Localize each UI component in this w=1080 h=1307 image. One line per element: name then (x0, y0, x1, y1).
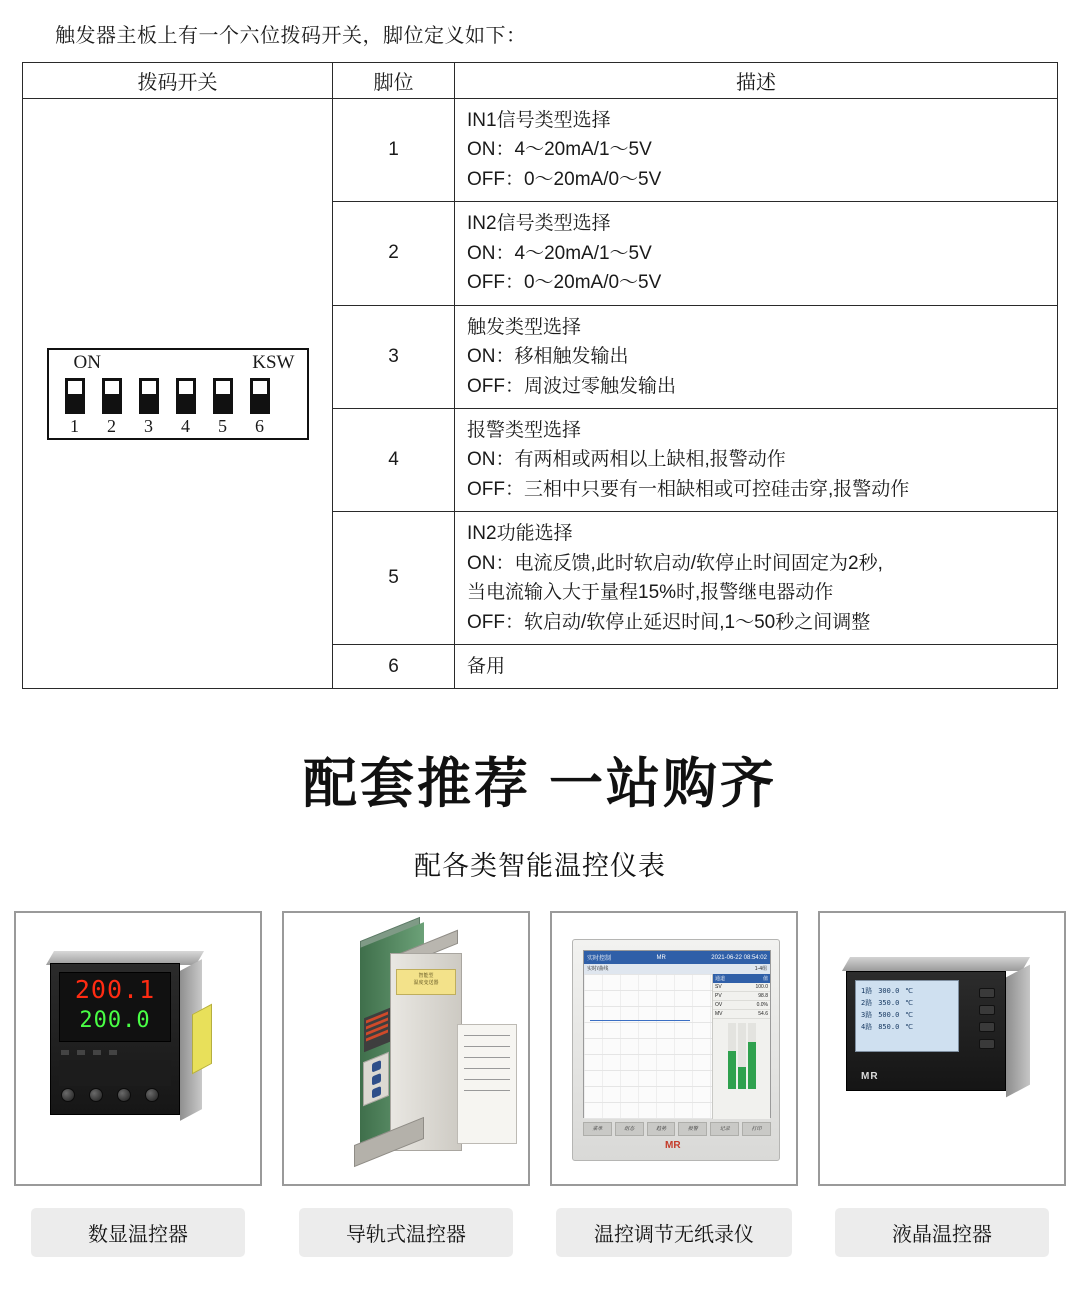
pin-number: 3 (333, 305, 455, 408)
device-button (979, 1005, 995, 1015)
lcd-row (861, 1021, 953, 1033)
product-image-frame (14, 911, 262, 1186)
bar-fill (748, 1042, 756, 1090)
toolbar-button: 菜单 (583, 1122, 612, 1136)
bar-gauges (713, 1019, 770, 1089)
device-button (61, 1088, 75, 1102)
wiring-diagram (457, 1024, 517, 1144)
product-label (396, 969, 456, 995)
dip-lever-1 (65, 378, 85, 414)
diagram-line (464, 1090, 510, 1091)
dip-lever-6 (250, 378, 270, 414)
product-image-frame (550, 911, 798, 1186)
dip-lever-2 (102, 378, 122, 414)
toolbar-button: 报警 (678, 1122, 707, 1136)
desc-line: ON：移相触发输出 (467, 346, 629, 368)
desc-line: ON：4～20mA/1～5V (467, 139, 652, 161)
table-row (23, 99, 1058, 202)
diagram-line (464, 1068, 510, 1069)
desc-line: ON：4～20mA/1～5V (467, 242, 652, 264)
bar-gauge (738, 1023, 746, 1089)
display-title: 实时控制 (587, 956, 612, 963)
product-image-frame (282, 911, 530, 1186)
led-indicator (77, 1050, 85, 1055)
device-button (372, 1074, 381, 1087)
channel-row (713, 992, 770, 1001)
led-indicator (109, 1050, 117, 1055)
product-caption: 温控调节无纸录仪 (556, 1208, 792, 1257)
device-front-panel (846, 971, 1006, 1091)
lcd-channel: 1路 (861, 987, 873, 996)
bar-fill (728, 1051, 736, 1089)
channel-panel (712, 974, 770, 1119)
brand-logo: MR (656, 954, 666, 961)
device-top-panel (842, 957, 1030, 971)
sv-value: 200.0 (79, 1008, 151, 1034)
diagram-line (464, 1046, 510, 1047)
device-display (583, 950, 771, 1118)
product-card-rail-controller[interactable] (282, 911, 530, 1257)
device-button (979, 988, 995, 998)
pin-description (455, 645, 1058, 689)
header-description: 描述 (455, 63, 1058, 99)
dip-number-5: 5 (218, 415, 227, 436)
desc-line: 当电流输入大于量程15%时,报警继电器动作 (467, 582, 834, 604)
dip-lever-3 (139, 378, 159, 414)
display-title-bar (584, 951, 770, 964)
diagram-line (464, 1079, 510, 1080)
channel-value: 54.6 (758, 1011, 768, 1018)
dip-number-1: 1 (70, 415, 79, 436)
lcd-value: 300.0 (878, 987, 900, 996)
terminal-block (192, 1004, 212, 1075)
device-button (372, 1087, 381, 1100)
toolbar-button: 趋势 (647, 1122, 676, 1136)
product-card-list (0, 911, 1080, 1257)
trend-chart (584, 974, 712, 1119)
desc-line: OFF：0～20mA/0～5V (467, 272, 662, 294)
lcd-unit: ℃ (905, 1011, 914, 1020)
product-caption: 数显温控器 (31, 1208, 245, 1257)
display-subbar (584, 964, 770, 974)
device-button (979, 1022, 995, 1032)
promo-subtitle: 配各类智能温控仪表 (414, 851, 666, 882)
diagram-line (464, 1035, 510, 1036)
dip-lever-4 (176, 378, 196, 414)
indicator-leds (61, 1050, 117, 1055)
channel-row (713, 1001, 770, 1010)
promo-title: 配套推荐 一站购齐 (302, 754, 777, 815)
label-line-1: 智能型 (418, 973, 434, 980)
device-keypad (979, 988, 995, 1049)
product-card-paperless-recorder[interactable] (550, 911, 798, 1257)
pin-description (455, 512, 1058, 645)
channel-header (713, 974, 770, 983)
display-toolbar (583, 1122, 771, 1136)
desc-line: 备用 (467, 656, 506, 677)
device-button (145, 1088, 159, 1102)
brand-logo: MR (665, 1140, 681, 1152)
lcd-unit: ℃ (905, 1023, 914, 1032)
channel-name: MV (715, 1011, 723, 1018)
pin-number: 6 (333, 645, 455, 689)
device-housing (572, 939, 780, 1161)
channel-value: 0.0% (756, 1002, 768, 1009)
pin-description (455, 99, 1058, 202)
led-indicator (93, 1050, 101, 1055)
device-button (117, 1088, 131, 1102)
lcd-row (861, 985, 953, 997)
dip-number-4: 4 (181, 415, 190, 436)
product-caption: 液晶温控器 (835, 1208, 1049, 1257)
dip-number-labels (65, 416, 270, 437)
device-display (855, 980, 959, 1052)
lcd-unit: ℃ (905, 999, 914, 1008)
device-button (372, 1061, 381, 1074)
brand-logo: MR (861, 1071, 879, 1083)
lcd-row (861, 997, 953, 1009)
pin-number: 4 (333, 408, 455, 511)
desc-line: OFF：软启动/软停止延迟时间,1～50秒之间调整 (467, 611, 871, 633)
desc-line: ON：电流反馈,此时软启动/软停止时间固定为2秒, (467, 552, 883, 574)
desc-line: IN1信号类型选择 (467, 110, 611, 131)
lcd-value: 350.0 (878, 999, 900, 1008)
pin-description (455, 408, 1058, 511)
toolbar-button: 组态 (615, 1122, 644, 1136)
label-line-2: 温度变送器 (413, 980, 439, 987)
channel-header-value: 值 (762, 976, 768, 983)
lcd-value: 500.0 (878, 1011, 900, 1020)
panel-label-strip (59, 1060, 171, 1086)
channel-row (713, 1010, 770, 1019)
dip-switch-illustration (23, 99, 333, 689)
pv-value: 200.1 (74, 975, 156, 1005)
dip-number-3: 3 (144, 415, 153, 436)
device-display (59, 972, 171, 1042)
dip-switch-levers (65, 378, 270, 414)
product-card-digital-controller[interactable] (14, 911, 262, 1257)
channel-value: 100.0 (755, 984, 768, 991)
dip-ksw-label: KSW (252, 351, 295, 373)
product-image-frame (818, 911, 1066, 1186)
pin-number: 5 (333, 512, 455, 645)
channel-name: SV (715, 984, 722, 991)
lcd-channel: 2路 (861, 999, 873, 1008)
channel-row (713, 983, 770, 992)
desc-line: OFF：0～20mA/0～5V (467, 168, 662, 190)
dip-switch-table (22, 62, 1058, 689)
pin-description (455, 202, 1058, 305)
device-button (979, 1039, 995, 1049)
toolbar-button: 记录 (710, 1122, 739, 1136)
channel-value: 98.8 (758, 993, 768, 1000)
product-caption: 导轨式温控器 (299, 1208, 513, 1257)
channel-header-name: 通道 (715, 976, 726, 983)
desc-line: ON：有两相或两相以上缺相,报警动作 (467, 449, 786, 471)
header-pin: 脚位 (333, 63, 455, 99)
lcd-channel: 3路 (861, 1011, 873, 1020)
dip-switch-body (47, 348, 309, 440)
lcd-row (861, 1009, 953, 1021)
chart-grid (584, 974, 712, 1119)
toolbar-button: 打印 (742, 1122, 771, 1136)
channel-name: OV (715, 1002, 723, 1009)
desc-line: 触发类型选择 (467, 316, 582, 338)
desc-line: OFF：周波过零触发输出 (467, 375, 676, 397)
pin-number: 1 (333, 99, 455, 202)
lcd-channel: 4路 (861, 1023, 873, 1032)
dip-on-label: ON (73, 351, 101, 373)
pin-number: 2 (333, 202, 455, 305)
intro-text: 触发器主板上有一个六位拨码开关，脚位定义如下： (55, 25, 527, 47)
desc-line: IN2信号类型选择 (467, 213, 611, 235)
desc-line: OFF：三相中只要有一相缺相或可控硅击穿,报警动作 (467, 478, 910, 500)
display-timestamp: 2021-06-22 08:54:02 (711, 954, 767, 961)
header-switch: 拨码开关 (23, 63, 333, 99)
dip-number-2: 2 (107, 415, 116, 436)
dip-lever-5 (213, 378, 233, 414)
device-assembly (330, 935, 490, 1167)
pin-description (455, 305, 1058, 408)
display-body (584, 974, 770, 1119)
device-button (89, 1088, 103, 1102)
led-indicator (61, 1050, 69, 1055)
channel-name: PV (715, 993, 722, 1000)
desc-line: IN2功能选择 (467, 523, 573, 545)
lcd-unit: ℃ (905, 987, 914, 996)
dip-number-6: 6 (255, 415, 264, 436)
device-side-panel (1006, 965, 1030, 1098)
product-card-lcd-controller[interactable] (818, 911, 1066, 1257)
group-label: 1-4组 (754, 966, 767, 973)
bar-gauge (748, 1023, 756, 1089)
view-mode-label: 实时/曲线 (587, 966, 609, 973)
table-header-row (23, 63, 1058, 99)
device-front-panel (50, 963, 180, 1115)
diagram-line (464, 1057, 510, 1058)
device-buttons (61, 1088, 159, 1102)
bar-fill (738, 1067, 746, 1089)
bar-gauge (728, 1023, 736, 1089)
lcd-value: 850.0 (878, 1023, 900, 1032)
chart-trace (590, 1020, 690, 1021)
desc-line: 报警类型选择 (467, 419, 582, 441)
